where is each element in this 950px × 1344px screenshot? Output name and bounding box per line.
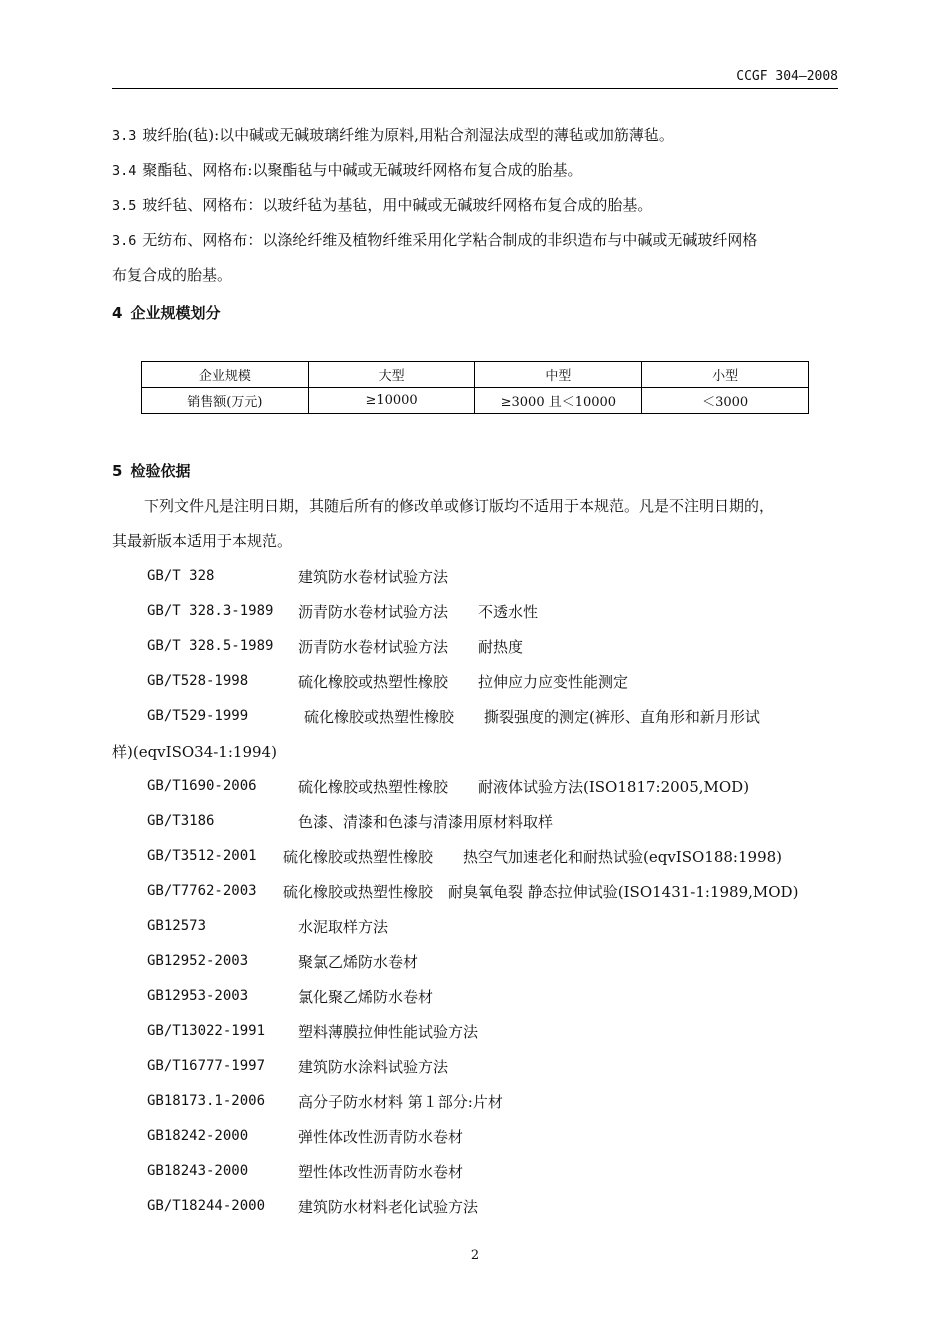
reference-title: 塑性体改性沥青防水卷材 bbox=[298, 1163, 464, 1181]
reference-title: 水泥取样方法 bbox=[298, 918, 389, 936]
section-5-heading bbox=[112, 460, 190, 481]
reference-title: 硫化橡胶或热塑性橡胶 热空气加速老化和耐热试验(eqvISO188:1998) bbox=[283, 848, 783, 866]
reference-title: 硫化橡胶或热塑性橡胶 拉伸应力应变性能测定 bbox=[298, 673, 629, 691]
table-cell: ＜3000 bbox=[642, 388, 809, 414]
table-cell: ≥10000 bbox=[308, 388, 475, 414]
reference-code: GB/T 328.3-1989 bbox=[147, 603, 274, 619]
table-header-row bbox=[142, 362, 809, 388]
reference-title: 色漆、清漆和色漆与清漆用原材料取样 bbox=[298, 813, 554, 831]
definition-3-5 bbox=[112, 188, 840, 223]
reference-item bbox=[147, 1091, 503, 1111]
reference-item bbox=[147, 881, 799, 901]
table-cell: 企业规模 bbox=[142, 362, 309, 388]
reference-code: GB/T1690-2006 bbox=[147, 778, 257, 794]
definition-3-6-continuation bbox=[112, 258, 840, 292]
table-row bbox=[142, 388, 809, 414]
reference-item bbox=[147, 1161, 464, 1181]
reference-code: GB/T13022-1991 bbox=[147, 1023, 266, 1039]
reference-item bbox=[147, 1126, 464, 1146]
reference-title: 沥青防水卷材试验方法 不透水性 bbox=[298, 603, 539, 621]
clause-text: 玻纤胎(毡):以中碱或无碱玻璃纤维为原料,用粘合剂湿法成型的薄毡或加筋薄毡。 bbox=[142, 126, 674, 144]
reference-code: GB12953-2003 bbox=[147, 988, 249, 1004]
reference-title: 硫化橡胶或热塑性橡胶 耐液体试验方法(ISO1817:2005,MOD) bbox=[298, 778, 750, 796]
clause-number: 3.3 bbox=[112, 128, 137, 144]
reference-item bbox=[147, 566, 449, 586]
reference-title: 氯化聚乙烯防水卷材 bbox=[298, 988, 434, 1006]
reference-item bbox=[147, 986, 434, 1006]
reference-title: 硫化橡胶或热塑性橡胶 耐臭氧龟裂 静态拉伸试验(ISO1431-1:1989,MOD) bbox=[283, 883, 799, 901]
reference-title: 塑料薄膜拉伸性能试验方法 bbox=[298, 1023, 479, 1041]
table-cell: 小型 bbox=[642, 362, 809, 388]
reference-code: GB/T16777-1997 bbox=[147, 1058, 266, 1074]
reference-code: GB/T528-1998 bbox=[147, 673, 249, 689]
section-4-heading bbox=[112, 302, 220, 323]
reference-title-continuation: 样)(eqvISO34-1:1994) bbox=[112, 743, 277, 761]
reference-item bbox=[147, 1056, 449, 1076]
reference-title: 聚氯乙烯防水卷材 bbox=[298, 953, 419, 971]
reference-code: GB/T7762-2003 bbox=[147, 883, 257, 899]
reference-code: GB18243-2000 bbox=[147, 1163, 249, 1179]
running-header bbox=[112, 66, 838, 89]
enterprise-scale-table bbox=[141, 361, 809, 414]
reference-title: 建筑防水材料老化试验方法 bbox=[298, 1198, 479, 1216]
reference-item bbox=[147, 1196, 479, 1216]
clause-number: 3.4 bbox=[112, 163, 137, 179]
reference-item bbox=[147, 811, 554, 831]
clause-text: 聚酯毡、网格布:以聚酯毡与中碱或无碱玻纤网格布复合成的胎基。 bbox=[142, 161, 583, 179]
definition-3-6 bbox=[112, 223, 840, 258]
reference-code: GB18242-2000 bbox=[147, 1128, 249, 1144]
section-number: 5 bbox=[112, 462, 123, 480]
reference-item bbox=[147, 601, 539, 621]
reference-code: GB/T3186 bbox=[147, 813, 215, 829]
reference-title: 建筑防水卷材试验方法 bbox=[298, 568, 449, 586]
reference-item bbox=[147, 846, 783, 866]
section-title: 企业规模划分 bbox=[130, 304, 221, 322]
reference-item bbox=[147, 776, 750, 796]
clause-number: 3.5 bbox=[112, 198, 137, 214]
document-id: CCGF 304—2008 bbox=[736, 69, 838, 84]
clause-text: 玻纤毡、网格布：以玻纤毡为基毡，用中碱或无碱玻纤网格布复合成的胎基。 bbox=[142, 196, 653, 214]
reference-item bbox=[147, 706, 760, 726]
clause-text: 无纺布、网格布：以涤纶纤维及植物纤维采用化学粘合制成的非织造布与中碱或无碱玻纤网格 bbox=[142, 231, 758, 249]
clause-number: 3.6 bbox=[112, 233, 137, 249]
definition-3-4 bbox=[112, 153, 840, 188]
reference-code: GB18173.1-2006 bbox=[147, 1093, 266, 1109]
table-cell: 中型 bbox=[475, 362, 642, 388]
table-cell: ≥3000 且＜10000 bbox=[475, 388, 642, 414]
reference-item bbox=[147, 636, 524, 656]
table-cell: 大型 bbox=[308, 362, 475, 388]
section-5-intro-line-2: 其最新版本适用于本规范。 bbox=[112, 532, 293, 550]
reference-item bbox=[147, 671, 629, 691]
table-cell: 销售额(万元) bbox=[142, 388, 309, 414]
reference-item bbox=[147, 951, 419, 971]
reference-title: 建筑防水涂料试验方法 bbox=[298, 1058, 449, 1076]
reference-code: GB12952-2003 bbox=[147, 953, 249, 969]
definition-3-3 bbox=[112, 118, 840, 153]
reference-code: GB12573 bbox=[147, 918, 207, 934]
reference-code: GB/T 328 bbox=[147, 568, 215, 584]
section-number: 4 bbox=[112, 304, 123, 322]
reference-code: GB/T3512-2001 bbox=[147, 848, 257, 864]
reference-code: GB/T 328.5-1989 bbox=[147, 638, 274, 654]
reference-item bbox=[147, 916, 389, 936]
clause-text: 布复合成的胎基。 bbox=[112, 266, 233, 284]
reference-item bbox=[147, 1021, 479, 1041]
section-5-intro-line-1: 下列文件凡是注明日期，其随后所有的修改单或修订版均不适用于本规范。凡是不注明日期的， bbox=[144, 497, 775, 515]
reference-title: 沥青防水卷材试验方法 耐热度 bbox=[298, 638, 524, 656]
section-title: 检验依据 bbox=[130, 462, 191, 480]
reference-code: GB/T529-1999 bbox=[147, 708, 249, 724]
reference-title: 弹性体改性沥青防水卷材 bbox=[298, 1128, 464, 1146]
reference-code: GB/T18244-2000 bbox=[147, 1198, 266, 1214]
reference-title: 高分子防水材料 第１部分:片材 bbox=[298, 1093, 503, 1111]
reference-title: 硫化橡胶或热塑性橡胶 撕裂强度的测定(裤形、直角形和新月形试 bbox=[304, 708, 760, 726]
page-number: 2 bbox=[470, 1248, 480, 1263]
